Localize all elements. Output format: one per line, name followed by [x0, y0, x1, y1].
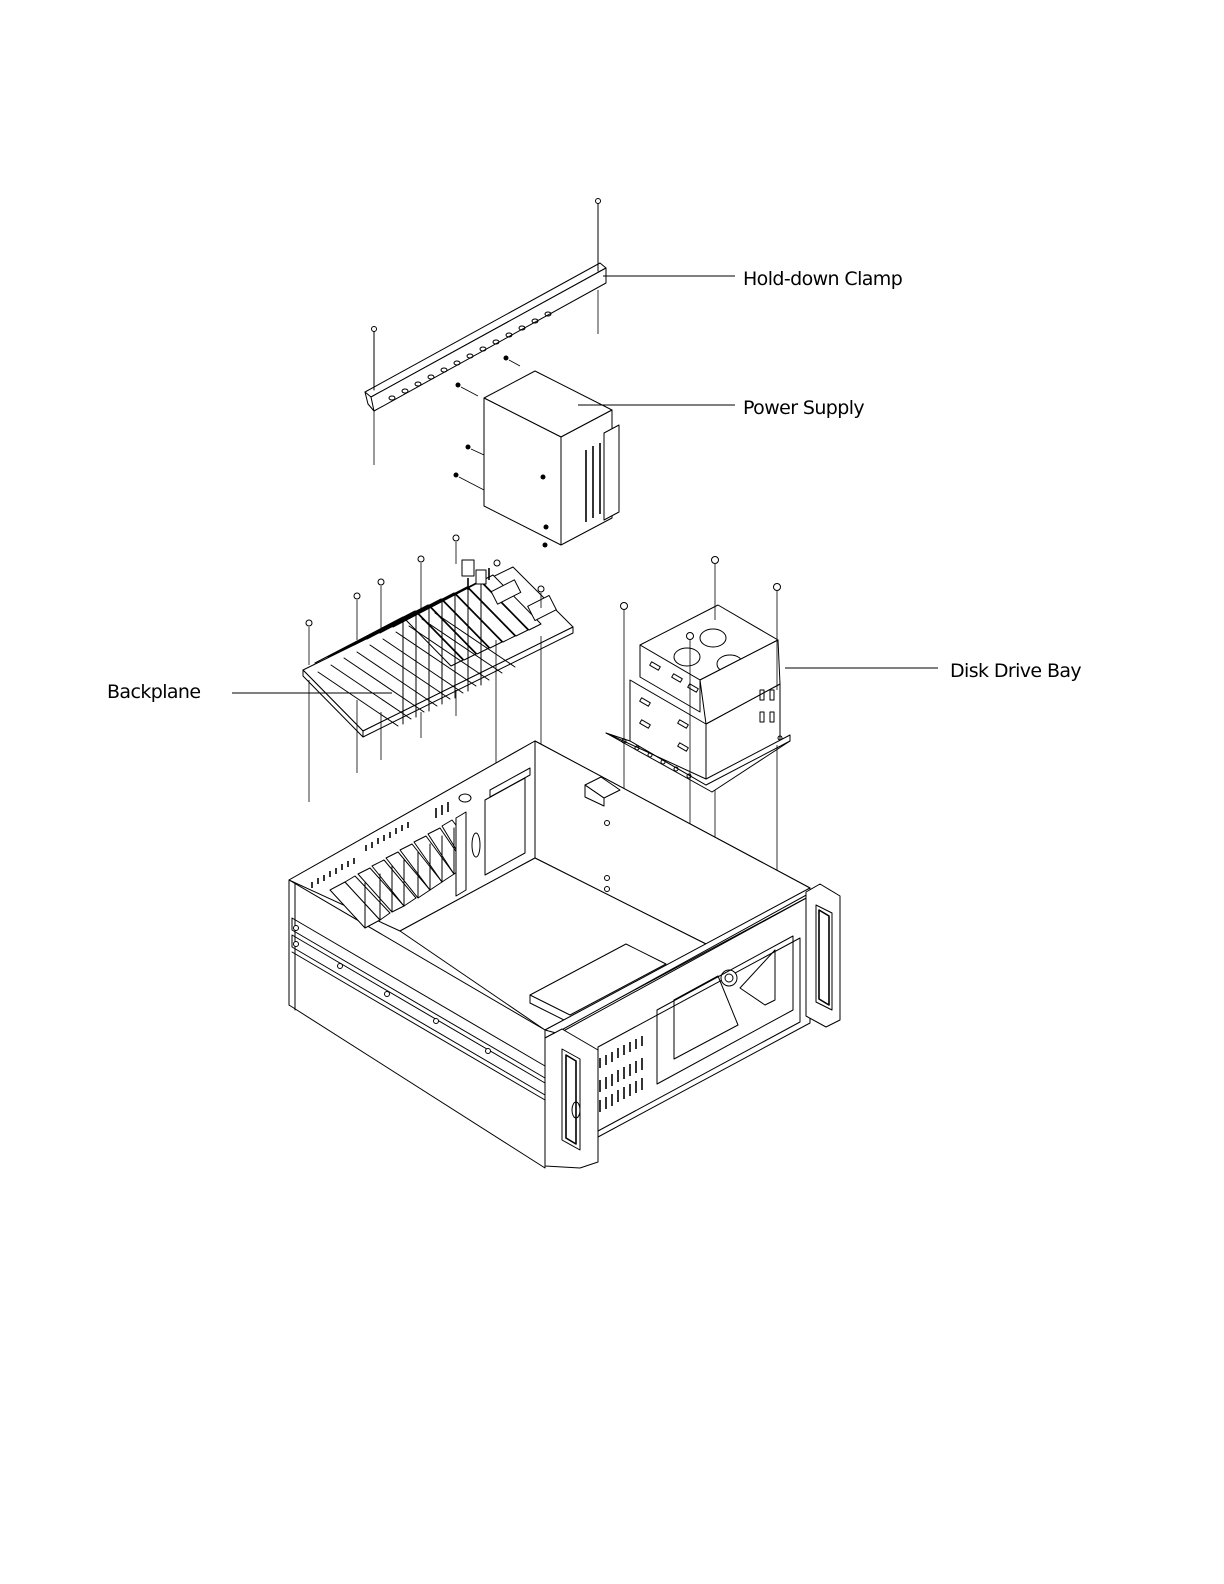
label-disk-drive-bay: Disk Drive Bay [950, 660, 1082, 682]
label-power-supply: Power Supply [743, 397, 865, 419]
front-handle-right [806, 884, 840, 1027]
label-hold-down-clamp: Hold-down Clamp [743, 268, 903, 290]
front-handle-left [545, 1029, 598, 1168]
label-backplane: Backplane [107, 681, 201, 703]
chassis [289, 741, 840, 1168]
power-supply [454, 356, 620, 548]
